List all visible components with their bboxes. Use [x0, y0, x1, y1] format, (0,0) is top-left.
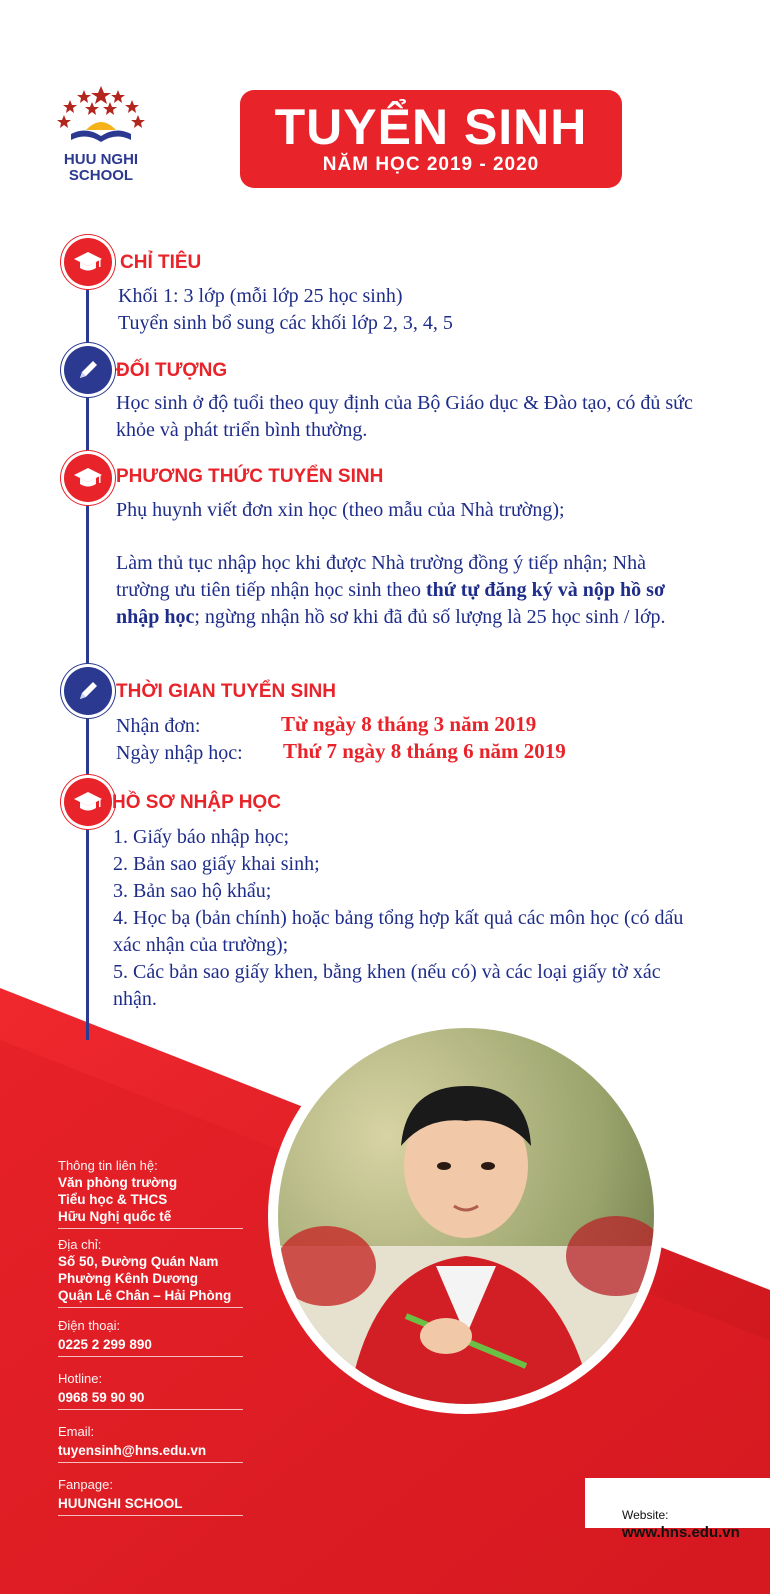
ho-so-list — [113, 824, 703, 1013]
thoi-gian-row-2-value: Thứ 7 ngày 8 tháng 6 năm 2019 — [283, 739, 566, 763]
phuong-thuc-para-2-part-a: Làm thủ tục nhập học khi được Nhà trường đồng ý tiếp nhận; Nhà trường ưu tiên tiếp nhận học sinh theo — [116, 552, 646, 601]
chi-tieu-line-1: Khối 1: 3 lớp (mỗi lớp 25 học sinh) — [118, 285, 403, 307]
section-heading-doi-tuong: ĐỐI TƯỢNG — [116, 360, 228, 381]
contact-info — [58, 1158, 243, 1516]
list-item: 2. Bản sao giấy khai sinh; — [113, 853, 320, 875]
divider — [58, 1409, 243, 1410]
title-banner — [240, 90, 622, 188]
website-url: www.hns.edu.vn — [622, 1524, 740, 1541]
section-heading-phuong-thuc: PHƯƠNG THỨC TUYỂN SINH — [116, 466, 384, 487]
logo-text-line1: HUU NGHI — [63, 151, 139, 168]
section-heading-thoi-gian: THỜI GIAN TUYỂN SINH — [116, 681, 336, 702]
school-year-subtitle: NĂM HỌC 2019 - 2020 — [322, 154, 540, 175]
list-item: 5. Các bản sao giấy khen, bằng khen (nếu có) và các loại giấy tờ xác nhận. — [113, 961, 661, 1010]
chi-tieu-line-2: Tuyển sinh bổ sung các khối lớp 2, 3, 4, 5 — [118, 312, 453, 334]
phone-label: Điện thoại: — [58, 1318, 121, 1333]
pencil-icon — [64, 346, 112, 394]
chi-tieu-body — [118, 283, 453, 337]
contact-office-line-2: Tiểu học & THCS — [58, 1192, 168, 1207]
address-line-1: Số 50, Đường Quán Nam — [58, 1254, 219, 1269]
list-item: 3. Bản sao hộ khẩu; — [113, 880, 272, 902]
divider — [58, 1307, 243, 1308]
student-photo — [266, 1016, 666, 1416]
page-title: TUYỂN SINH — [274, 99, 588, 155]
thoi-gian-row-1-value: Từ ngày 8 tháng 3 năm 2019 — [281, 712, 537, 736]
logo-text-line2: SCHOOL — [68, 167, 134, 184]
email-label: Email: — [58, 1424, 95, 1439]
fanpage-value: HUUNGHI SCHOOL — [58, 1496, 183, 1511]
contact-info-label: Thông tin liên hệ: — [58, 1158, 158, 1173]
thoi-gian-row-2-label: Ngày nhập học: — [116, 742, 243, 764]
address-label: Địa chỉ: — [58, 1237, 102, 1252]
website-label: Website: — [622, 1508, 669, 1522]
doi-tuong-body: Học sinh ở độ tuổi theo quy định của Bộ Giáo dục & Đào tạo, có đủ sức khỏe và phát triển bình thường. — [116, 392, 693, 441]
phuong-thuc-para-2 — [116, 550, 696, 631]
phuong-thuc-para-2-highlight: thứ tự đăng ký và nộp hồ sơ nhập học — [116, 579, 666, 628]
address-line-2: Phường Kênh Dương — [58, 1271, 198, 1286]
thoi-gian-row-1-label: Nhận đơn: — [116, 715, 201, 737]
hotline-label: Hotline: — [58, 1371, 103, 1386]
email-value: tuyensinh@hns.edu.vn — [58, 1443, 207, 1458]
address-line-3: Quận Lê Chân – Hải Phòng — [58, 1288, 232, 1303]
phone-value: 0225 2 299 890 — [58, 1337, 152, 1352]
phuong-thuc-para-2-part-c: ; ngừng nhận hồ sơ khi đã đủ số lượng là 25 học sinh / lớp. — [194, 606, 666, 628]
graduation-cap-icon — [64, 778, 112, 826]
list-item: 4. Học bạ (bản chính) hoặc bảng tổng hợp kất quả các môn học (có dấu xác nhận của trường); — [113, 907, 684, 956]
contact-office-line-3: Hữu Nghị quốc tế — [58, 1209, 172, 1224]
list-item: 1. Giấy báo nhập học; — [113, 826, 290, 848]
graduation-cap-icon — [64, 454, 112, 502]
section-heading-ho-so: HỒ SƠ NHẬP HỌC — [112, 792, 281, 813]
stars-book-emblem-icon — [46, 82, 156, 152]
pencil-icon — [64, 667, 112, 715]
divider — [58, 1462, 243, 1463]
school-logo — [46, 82, 156, 192]
divider — [58, 1515, 243, 1516]
fanpage-label: Fanpage: — [58, 1477, 113, 1492]
section-heading-chi-tieu: CHỈ TIÊU — [120, 252, 202, 273]
phuong-thuc-para-1: Phụ huynh viết đơn xin học (theo mẫu của Nhà trường); — [116, 499, 565, 521]
graduation-cap-icon — [64, 238, 112, 286]
website-block — [622, 1508, 740, 1542]
hotline-value: 0968 59 90 90 — [58, 1390, 145, 1405]
divider — [58, 1356, 243, 1357]
divider — [58, 1228, 243, 1229]
contact-office-line-1: Văn phòng trường — [58, 1175, 178, 1190]
